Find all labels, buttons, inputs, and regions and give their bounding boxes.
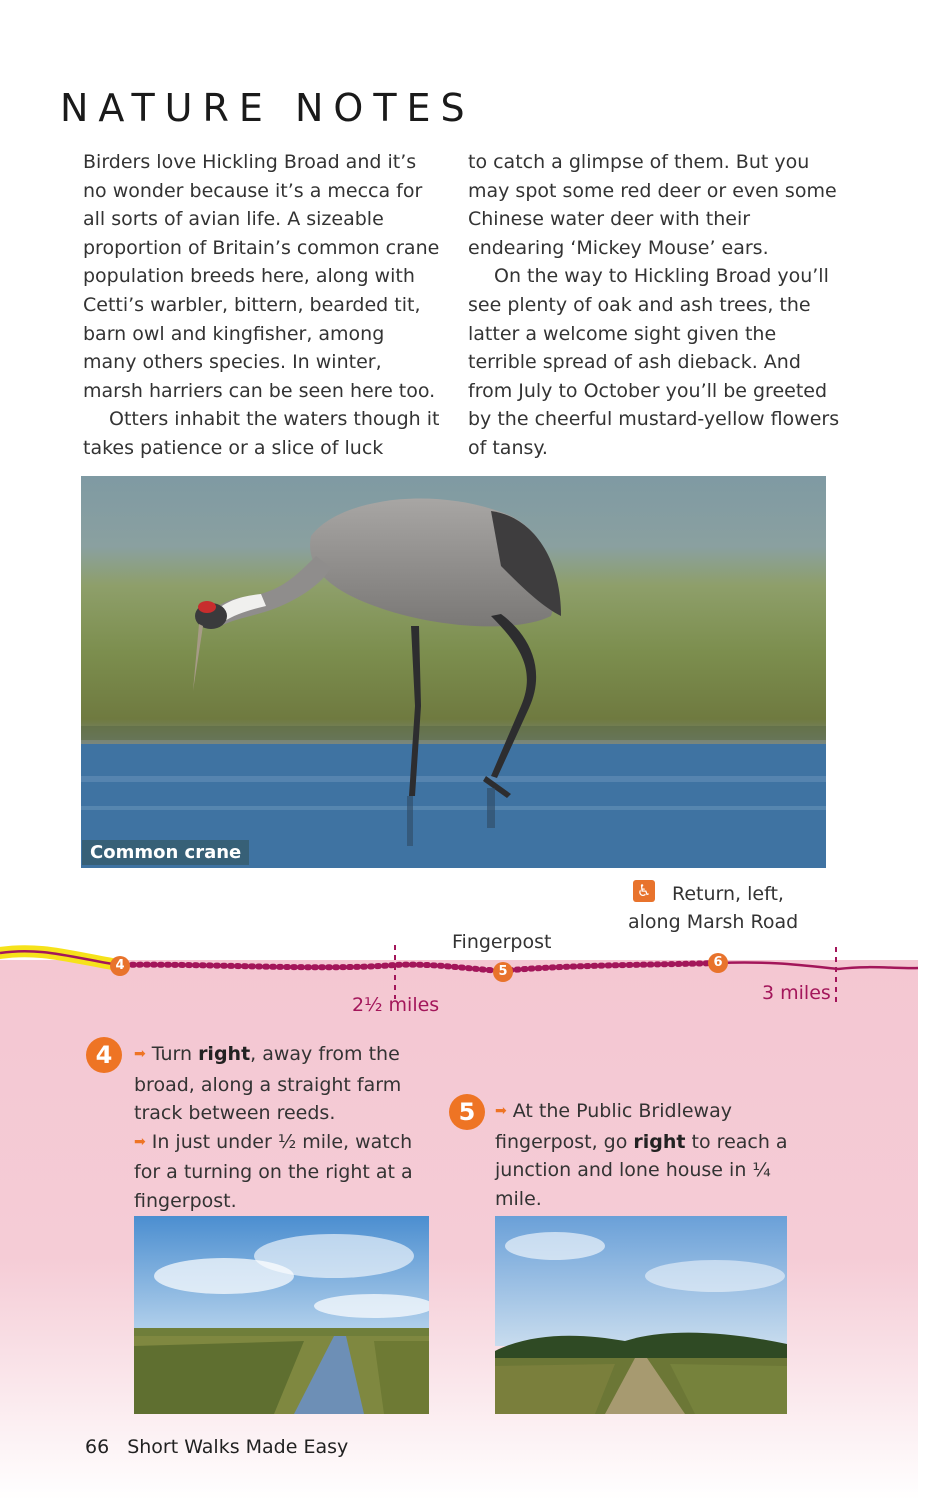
book-title: Short Walks Made Easy bbox=[127, 1436, 349, 1458]
arrow-icon: ➡ bbox=[134, 1046, 146, 1062]
accessibility-icon: ♿ bbox=[633, 880, 655, 902]
step-4-badge: 4 bbox=[86, 1037, 122, 1073]
step-5-badge: 5 bbox=[449, 1094, 485, 1130]
step-4-text: ➡ Turn right, away from the broad, along a straight farm track between reeds. ➡ In just under ½ mile, watch for a turning on the right at a fingerpost. bbox=[134, 1040, 434, 1216]
page-footer bbox=[85, 1436, 348, 1458]
step-5-photo bbox=[495, 1216, 787, 1414]
arrow-icon: ➡ bbox=[495, 1103, 507, 1119]
fingerpost-label: Fingerpost bbox=[452, 931, 552, 953]
step-5-text: ➡ At the Public Bridleway fingerpost, go right to reach a junction and lone house in ¼ mile. bbox=[495, 1097, 795, 1213]
paragraph: to catch a glimpse of them. But you may spot some red deer or even some Chinese water deer with their endearing ‘Mickey Mouse’ ears. bbox=[468, 151, 837, 259]
step-4-photo bbox=[134, 1216, 429, 1414]
photo-caption: Common crane bbox=[82, 840, 249, 865]
paragraph: On the way to Hickling Broad you’ll see plenty of oak and ash trees, the latter a welcome sight given the terrible spread of ash dieback. And from July to October you’ll be greeted by the cheerful mustard-yellow flowers of tansy. bbox=[468, 265, 840, 459]
route-marker-5: 5 bbox=[493, 962, 513, 982]
arrow-icon: ➡ bbox=[134, 1133, 146, 1150]
nature-notes-column-1 bbox=[83, 148, 443, 463]
return-note: Return, left, along Marsh Road bbox=[628, 883, 799, 933]
page-heading: NATURE NOTES bbox=[60, 86, 475, 130]
paragraph: Birders love Hickling Broad and it’s no wonder because it’s a mecca for all sorts of avian life. A sizeable proportion of Britain’s common crane population breeds here, along with Cetti’s warbler, bittern, bearded tit, barn owl and kingfisher, among many others species. In winter, marsh harriers can be seen here too. bbox=[83, 151, 440, 402]
distance-marker: 3 miles bbox=[762, 982, 831, 1004]
page-number: 66 bbox=[85, 1436, 110, 1458]
route-marker-4: 4 bbox=[110, 956, 130, 976]
nature-notes-column-2 bbox=[468, 148, 840, 463]
route-marker-6: 6 bbox=[708, 953, 728, 973]
distance-marker: 2½ miles bbox=[352, 994, 440, 1016]
paragraph: Otters inhabit the waters though it takes patience or a slice of luck bbox=[83, 408, 440, 459]
crane-photo bbox=[81, 476, 826, 868]
